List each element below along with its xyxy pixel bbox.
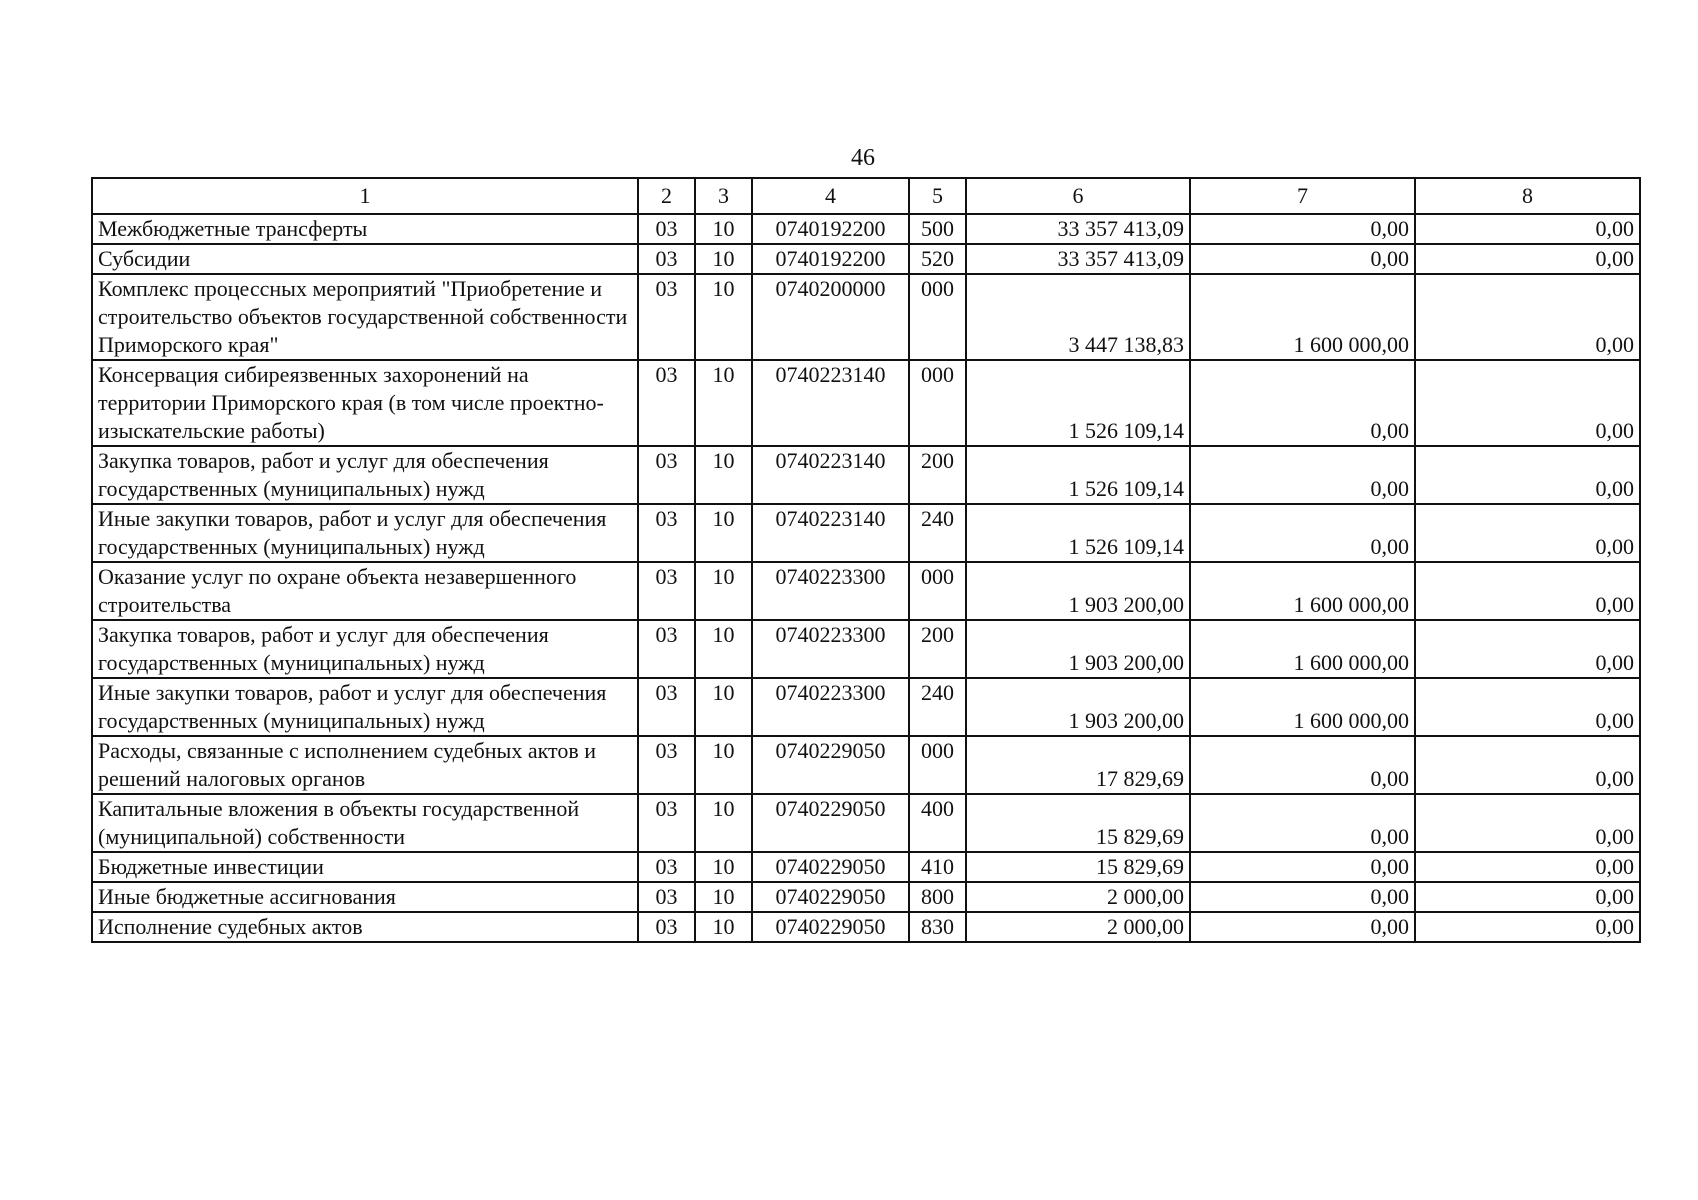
amount-col8-cell: 0,00 — [1415, 562, 1640, 620]
table-row — [92, 562, 1640, 620]
column-header-5: 5 — [909, 178, 966, 214]
subsection-code-cell: 10 — [695, 736, 752, 794]
section-code-cell: 03 — [638, 678, 695, 736]
amount-col7-cell: 1 600 000,00 — [1190, 678, 1415, 736]
expense-type-cell: 830 — [909, 912, 966, 942]
amount-col7-cell: 0,00 — [1190, 912, 1415, 942]
amount-col7-cell: 0,00 — [1190, 852, 1415, 882]
amount-col6-cell: 3 447 138,83 — [966, 274, 1190, 360]
column-header-7: 7 — [1190, 178, 1415, 214]
amount-col7-cell: 0,00 — [1190, 360, 1415, 446]
section-code-cell: 03 — [638, 360, 695, 446]
row-name-cell: Комплекс процессных мероприятий "Приобретение и строительство объектов государственной собственности Приморского края" — [92, 274, 638, 360]
section-code-cell: 03 — [638, 244, 695, 274]
target-article-cell: 0740223300 — [752, 562, 909, 620]
amount-col8-cell: 0,00 — [1415, 882, 1640, 912]
column-header-4: 4 — [752, 178, 909, 214]
table-row — [92, 504, 1640, 562]
target-article-cell: 0740223140 — [752, 504, 909, 562]
amount-col6-cell: 17 829,69 — [966, 736, 1190, 794]
table-body — [92, 214, 1640, 942]
amount-col7-cell: 0,00 — [1190, 214, 1415, 244]
amount-col6-cell: 1 903 200,00 — [966, 620, 1190, 678]
section-code-cell: 03 — [638, 736, 695, 794]
target-article-cell: 0740223300 — [752, 678, 909, 736]
expense-type-cell: 000 — [909, 562, 966, 620]
table-row — [92, 736, 1640, 794]
subsection-code-cell: 10 — [695, 678, 752, 736]
amount-col8-cell: 0,00 — [1415, 504, 1640, 562]
amount-col6-cell: 15 829,69 — [966, 794, 1190, 852]
expense-type-cell: 000 — [909, 274, 966, 360]
expense-type-cell: 240 — [909, 504, 966, 562]
row-name-cell: Закупка товаров, работ и услуг для обеспечения государственных (муниципальных) нужд — [92, 446, 638, 504]
column-header-2: 2 — [638, 178, 695, 214]
section-code-cell: 03 — [638, 446, 695, 504]
target-article-cell: 0740223140 — [752, 446, 909, 504]
row-name-cell: Закупка товаров, работ и услуг для обеспечения государственных (муниципальных) нужд — [92, 620, 638, 678]
amount-col8-cell: 0,00 — [1415, 214, 1640, 244]
amount-col8-cell: 0,00 — [1415, 274, 1640, 360]
expense-type-cell: 240 — [909, 678, 966, 736]
target-article-cell: 0740229050 — [752, 736, 909, 794]
subsection-code-cell: 10 — [695, 360, 752, 446]
subsection-code-cell: 10 — [695, 794, 752, 852]
subsection-code-cell: 10 — [695, 274, 752, 360]
section-code-cell: 03 — [638, 214, 695, 244]
amount-col8-cell: 0,00 — [1415, 852, 1640, 882]
amount-col6-cell: 1 526 109,14 — [966, 446, 1190, 504]
row-name-cell: Межбюджетные трансферты — [92, 214, 638, 244]
row-name-cell: Иные закупки товаров, работ и услуг для обеспечения государственных (муниципальных) нужд — [92, 504, 638, 562]
table-row — [92, 794, 1640, 852]
target-article-cell: 0740229050 — [752, 912, 909, 942]
target-article-cell: 0740223300 — [752, 620, 909, 678]
subsection-code-cell: 10 — [695, 446, 752, 504]
target-article-cell: 0740192200 — [752, 214, 909, 244]
amount-col7-cell: 1 600 000,00 — [1190, 274, 1415, 360]
amount-col6-cell: 15 829,69 — [966, 852, 1190, 882]
table-row — [92, 882, 1640, 912]
table-row — [92, 214, 1640, 244]
expense-type-cell: 520 — [909, 244, 966, 274]
amount-col6-cell: 33 357 413,09 — [966, 214, 1190, 244]
table-row — [92, 360, 1640, 446]
target-article-cell: 0740200000 — [752, 274, 909, 360]
table-row — [92, 244, 1640, 274]
header-row — [92, 178, 1640, 214]
page-number: 46 — [851, 145, 875, 171]
subsection-code-cell: 10 — [695, 504, 752, 562]
expense-type-cell: 410 — [909, 852, 966, 882]
expense-type-cell: 200 — [909, 446, 966, 504]
subsection-code-cell: 10 — [695, 882, 752, 912]
amount-col8-cell: 0,00 — [1415, 360, 1640, 446]
section-code-cell: 03 — [638, 882, 695, 912]
expense-type-cell: 000 — [909, 736, 966, 794]
row-name-cell: Бюджетные инвестиции — [92, 852, 638, 882]
amount-col8-cell: 0,00 — [1415, 736, 1640, 794]
target-article-cell: 0740192200 — [752, 244, 909, 274]
expense-type-cell: 200 — [909, 620, 966, 678]
row-name-cell: Иные бюджетные ассигнования — [92, 882, 638, 912]
expense-type-cell: 500 — [909, 214, 966, 244]
column-header-1: 1 — [92, 178, 638, 214]
column-header-3: 3 — [695, 178, 752, 214]
amount-col8-cell: 0,00 — [1415, 244, 1640, 274]
row-name-cell: Оказание услуг по охране объекта незавершенного строительства — [92, 562, 638, 620]
amount-col7-cell: 1 600 000,00 — [1190, 620, 1415, 678]
amount-col6-cell: 1 526 109,14 — [966, 360, 1190, 446]
amount-col6-cell: 2 000,00 — [966, 882, 1190, 912]
amount-col8-cell: 0,00 — [1415, 794, 1640, 852]
amount-col7-cell: 0,00 — [1190, 882, 1415, 912]
amount-col8-cell: 0,00 — [1415, 620, 1640, 678]
amount-col6-cell: 2 000,00 — [966, 912, 1190, 942]
expense-type-cell: 400 — [909, 794, 966, 852]
column-header-8: 8 — [1415, 178, 1640, 214]
table-row — [92, 620, 1640, 678]
amount-col7-cell: 0,00 — [1190, 446, 1415, 504]
row-name-cell: Исполнение судебных актов — [92, 912, 638, 942]
amount-col6-cell: 1 903 200,00 — [966, 562, 1190, 620]
row-name-cell: Консервация сибиреязвенных захоронений на территории Приморского края (в том числе проектно-изыскательские работы) — [92, 360, 638, 446]
amount-col6-cell: 1 526 109,14 — [966, 504, 1190, 562]
target-article-cell: 0740229050 — [752, 882, 909, 912]
amount-col7-cell: 0,00 — [1190, 794, 1415, 852]
subsection-code-cell: 10 — [695, 244, 752, 274]
row-name-cell: Иные закупки товаров, работ и услуг для обеспечения государственных (муниципальных) нужд — [92, 678, 638, 736]
table-row — [92, 446, 1640, 504]
row-name-cell: Субсидии — [92, 244, 638, 274]
section-code-cell: 03 — [638, 504, 695, 562]
amount-col7-cell: 0,00 — [1190, 504, 1415, 562]
table-row — [92, 852, 1640, 882]
expense-type-cell: 800 — [909, 882, 966, 912]
amount-col7-cell: 0,00 — [1190, 244, 1415, 274]
budget-table — [91, 177, 1641, 943]
subsection-code-cell: 10 — [695, 214, 752, 244]
subsection-code-cell: 10 — [695, 620, 752, 678]
table-row — [92, 912, 1640, 942]
target-article-cell: 0740223140 — [752, 360, 909, 446]
amount-col7-cell: 0,00 — [1190, 736, 1415, 794]
target-article-cell: 0740229050 — [752, 852, 909, 882]
subsection-code-cell: 10 — [695, 852, 752, 882]
section-code-cell: 03 — [638, 620, 695, 678]
subsection-code-cell: 10 — [695, 912, 752, 942]
amount-col8-cell: 0,00 — [1415, 678, 1640, 736]
section-code-cell: 03 — [638, 912, 695, 942]
subsection-code-cell: 10 — [695, 562, 752, 620]
column-header-6: 6 — [966, 178, 1190, 214]
table-row — [92, 678, 1640, 736]
table-row — [92, 274, 1640, 360]
row-name-cell: Капитальные вложения в объекты государственной (муниципальной) собственности — [92, 794, 638, 852]
section-code-cell: 03 — [638, 274, 695, 360]
amount-col6-cell: 33 357 413,09 — [966, 244, 1190, 274]
section-code-cell: 03 — [638, 794, 695, 852]
amount-col8-cell: 0,00 — [1415, 446, 1640, 504]
expense-type-cell: 000 — [909, 360, 966, 446]
amount-col6-cell: 1 903 200,00 — [966, 678, 1190, 736]
amount-col8-cell: 0,00 — [1415, 912, 1640, 942]
amount-col7-cell: 1 600 000,00 — [1190, 562, 1415, 620]
target-article-cell: 0740229050 — [752, 794, 909, 852]
section-code-cell: 03 — [638, 562, 695, 620]
row-name-cell: Расходы, связанные с исполнением судебных актов и решений налоговых органов — [92, 736, 638, 794]
section-code-cell: 03 — [638, 852, 695, 882]
